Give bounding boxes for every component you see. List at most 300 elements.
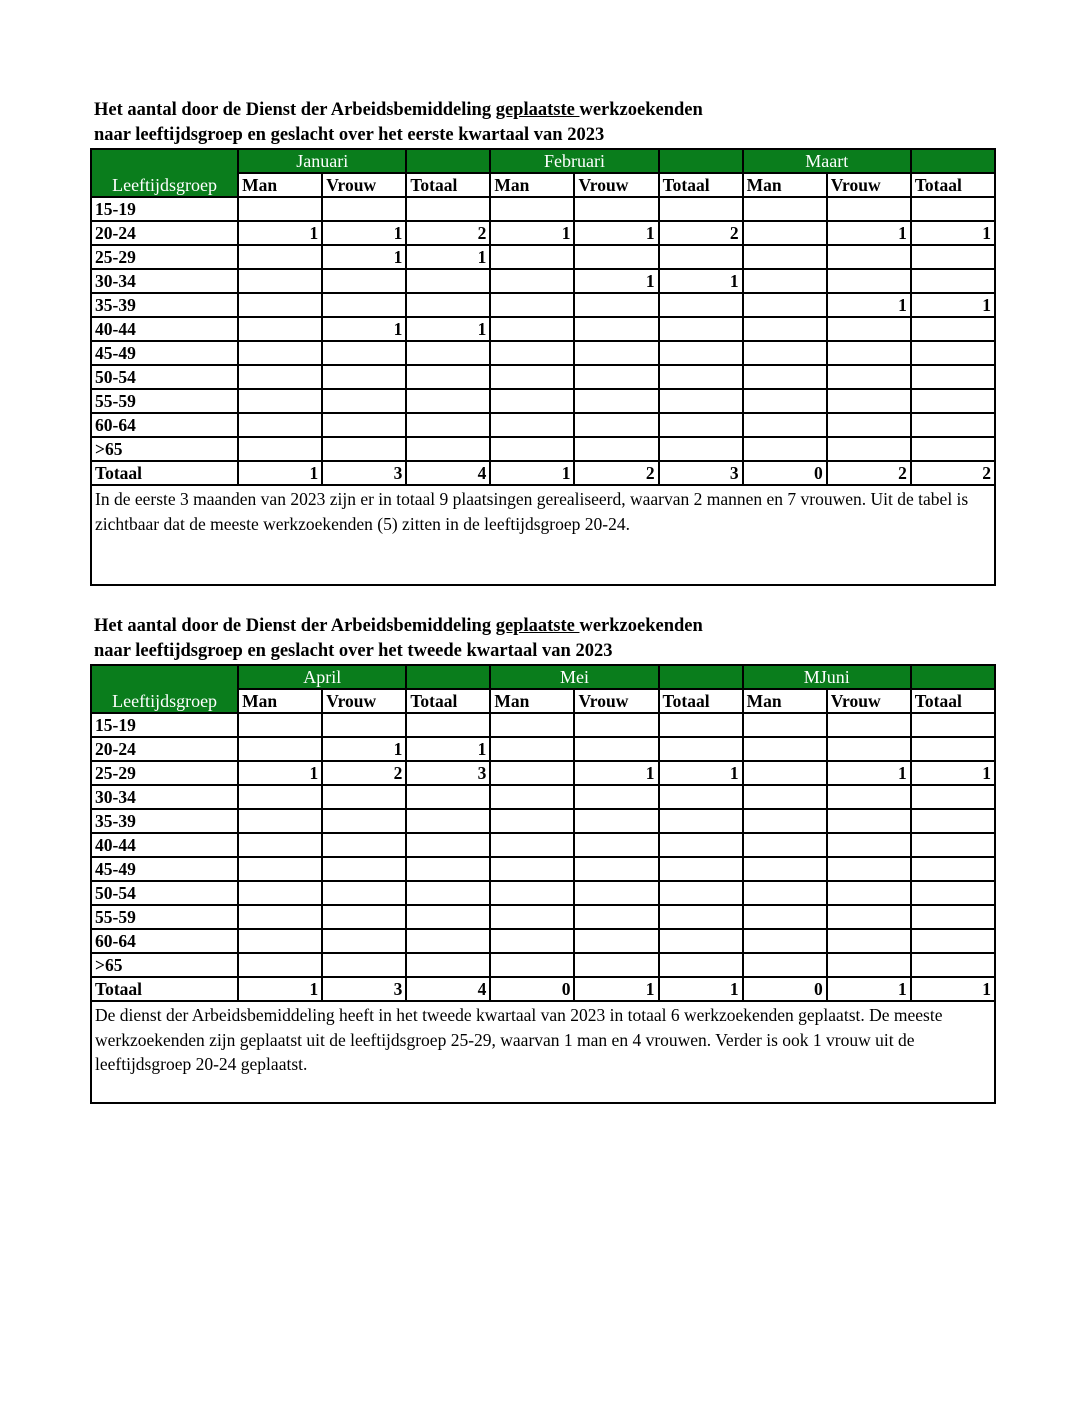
value-cell xyxy=(827,881,911,905)
value-cell xyxy=(743,221,827,245)
subheader-cell: Man xyxy=(490,689,574,713)
table-subtitle: naar leeftijdsgroep en geslacht over het eerste kwartaal van 2023 xyxy=(94,125,605,145)
value-cell xyxy=(322,857,406,881)
note-row xyxy=(91,485,995,585)
value-cell xyxy=(659,245,743,269)
table-row xyxy=(91,761,995,785)
age-group-label: 25-29 xyxy=(91,245,238,269)
value-cell xyxy=(322,953,406,977)
value-cell xyxy=(490,881,574,905)
value-cell xyxy=(911,389,995,413)
value-cell xyxy=(827,341,911,365)
table-row xyxy=(91,197,995,221)
value-cell xyxy=(659,809,743,833)
table-title-underlined: geplaatste xyxy=(495,100,580,120)
value-cell xyxy=(490,953,574,977)
value-cell: 1 xyxy=(827,977,911,1001)
value-cell: 1 xyxy=(574,977,658,1001)
value-cell xyxy=(743,857,827,881)
month-header-row xyxy=(91,149,995,173)
value-cell xyxy=(322,341,406,365)
age-group-label: >65 xyxy=(91,953,238,977)
value-cell xyxy=(827,389,911,413)
value-cell: 4 xyxy=(406,977,490,1001)
value-cell xyxy=(490,245,574,269)
value-cell xyxy=(743,905,827,929)
table-row xyxy=(91,461,995,485)
value-cell xyxy=(827,245,911,269)
value-cell xyxy=(238,929,322,953)
table-subtitle: naar leeftijdsgroep en geslacht over het tweede kwartaal van 2023 xyxy=(94,641,613,661)
value-cell xyxy=(238,905,322,929)
value-cell: 1 xyxy=(238,761,322,785)
value-cell xyxy=(574,413,658,437)
table-row xyxy=(91,245,995,269)
value-cell xyxy=(406,269,490,293)
value-cell xyxy=(406,197,490,221)
age-group-label: 40-44 xyxy=(91,317,238,341)
value-cell xyxy=(322,437,406,461)
value-cell: 4 xyxy=(406,461,490,485)
table-row xyxy=(91,833,995,857)
subheader-cell: Vrouw xyxy=(322,173,406,197)
age-group-label: 60-64 xyxy=(91,413,238,437)
age-group-label: 30-34 xyxy=(91,785,238,809)
value-cell xyxy=(911,905,995,929)
value-cell xyxy=(911,809,995,833)
value-cell xyxy=(743,245,827,269)
value-cell xyxy=(743,785,827,809)
value-cell xyxy=(659,737,743,761)
value-cell xyxy=(322,389,406,413)
month-header: Mei xyxy=(490,665,658,689)
subheader-cell: Man xyxy=(743,173,827,197)
value-cell xyxy=(659,317,743,341)
subheader-cell: Totaal xyxy=(406,689,490,713)
value-cell xyxy=(490,785,574,809)
value-cell xyxy=(827,317,911,341)
value-cell xyxy=(659,833,743,857)
age-group-label: 60-64 xyxy=(91,929,238,953)
table-title-underlined: geplaatste xyxy=(495,616,580,636)
age-group-label: >65 xyxy=(91,437,238,461)
age-group-label: Totaal xyxy=(91,461,238,485)
age-group-label: 50-54 xyxy=(91,881,238,905)
value-cell xyxy=(238,737,322,761)
value-cell xyxy=(490,317,574,341)
value-cell xyxy=(574,713,658,737)
value-cell xyxy=(406,953,490,977)
value-cell xyxy=(659,905,743,929)
subheader-cell: Man xyxy=(490,173,574,197)
value-cell xyxy=(827,809,911,833)
value-cell xyxy=(911,785,995,809)
age-group-label: 45-49 xyxy=(91,341,238,365)
value-cell: 2 xyxy=(406,221,490,245)
month-header-spacer xyxy=(659,665,743,689)
value-cell xyxy=(322,905,406,929)
month-header: MJuni xyxy=(743,665,911,689)
month-header-row xyxy=(91,665,995,689)
value-cell xyxy=(406,905,490,929)
table-row xyxy=(91,221,995,245)
value-cell xyxy=(406,293,490,317)
value-cell xyxy=(659,341,743,365)
subheader-cell: Man xyxy=(238,173,322,197)
value-cell xyxy=(659,857,743,881)
value-cell xyxy=(827,857,911,881)
age-group-label: 30-34 xyxy=(91,269,238,293)
table-row xyxy=(91,437,995,461)
value-cell xyxy=(827,197,911,221)
value-cell xyxy=(490,713,574,737)
table-section-q2 xyxy=(90,614,996,1104)
value-cell xyxy=(911,365,995,389)
value-cell: 1 xyxy=(406,317,490,341)
table-row xyxy=(91,881,995,905)
value-cell xyxy=(490,905,574,929)
value-cell xyxy=(238,317,322,341)
value-cell xyxy=(490,293,574,317)
value-cell xyxy=(659,389,743,413)
value-cell xyxy=(490,437,574,461)
value-cell xyxy=(238,245,322,269)
value-cell xyxy=(406,713,490,737)
table-row xyxy=(91,413,995,437)
value-cell xyxy=(827,929,911,953)
month-header: Maart xyxy=(743,149,911,173)
value-cell xyxy=(238,857,322,881)
value-cell xyxy=(406,389,490,413)
summary-note: De dienst der Arbeidsbemiddeling heeft in het tweede kwartaal van 2023 in totaal 6 werkzoekenden geplaatst. De meeste werkzoekenden zijn geplaatst uit de leeftijdsgroep 25-29, waarvan 1 man en 4 vrouwen. Verder is ook 1 vrouw uit de leeftijdsgroep 20-24 geplaatst. xyxy=(91,1001,995,1103)
subheader-cell: Totaal xyxy=(911,173,995,197)
age-group-label: 40-44 xyxy=(91,833,238,857)
value-cell xyxy=(743,365,827,389)
value-cell xyxy=(911,833,995,857)
value-cell xyxy=(574,389,658,413)
value-cell: 1 xyxy=(490,461,574,485)
value-cell: 0 xyxy=(743,461,827,485)
value-cell xyxy=(322,293,406,317)
value-cell xyxy=(490,761,574,785)
value-cell xyxy=(574,953,658,977)
value-cell xyxy=(574,905,658,929)
value-cell xyxy=(490,857,574,881)
value-cell xyxy=(490,341,574,365)
value-cell: 2 xyxy=(827,461,911,485)
value-cell xyxy=(911,953,995,977)
value-cell xyxy=(574,929,658,953)
value-cell xyxy=(659,197,743,221)
value-cell xyxy=(406,857,490,881)
value-cell: 1 xyxy=(911,293,995,317)
table-row xyxy=(91,857,995,881)
value-cell xyxy=(238,365,322,389)
table-title xyxy=(90,614,996,639)
value-cell: 1 xyxy=(659,761,743,785)
value-cell: 1 xyxy=(322,245,406,269)
table-row xyxy=(91,809,995,833)
value-cell: 1 xyxy=(827,221,911,245)
value-cell: 1 xyxy=(238,221,322,245)
value-cell xyxy=(827,785,911,809)
value-cell xyxy=(322,809,406,833)
value-cell xyxy=(490,269,574,293)
age-group-label: 35-39 xyxy=(91,293,238,317)
value-cell xyxy=(911,269,995,293)
value-cell xyxy=(574,809,658,833)
value-cell xyxy=(827,953,911,977)
placement-table xyxy=(90,148,996,586)
table-title-part2: werkzoekenden xyxy=(579,100,703,120)
value-cell xyxy=(406,341,490,365)
value-cell xyxy=(659,437,743,461)
value-cell xyxy=(743,833,827,857)
value-cell xyxy=(743,341,827,365)
value-cell xyxy=(490,809,574,833)
summary-note: In de eerste 3 maanden van 2023 zijn er in totaal 9 plaatsingen gerealiseerd, waarvan 2 mannen en 7 vrouwen. Uit de tabel is zichtbaar dat de meeste werkzoekenden (5) zitten in de leeftijdsgroep 20-24. xyxy=(91,485,995,585)
value-cell xyxy=(659,881,743,905)
value-cell xyxy=(322,713,406,737)
value-cell xyxy=(238,341,322,365)
value-cell xyxy=(238,197,322,221)
table-title-part1: Het aantal door de Dienst der Arbeidsbemiddeling xyxy=(94,616,496,636)
value-cell xyxy=(827,737,911,761)
value-cell: 1 xyxy=(827,761,911,785)
value-cell xyxy=(490,929,574,953)
value-cell: 1 xyxy=(574,761,658,785)
value-cell xyxy=(827,905,911,929)
age-group-label: 20-24 xyxy=(91,221,238,245)
value-cell xyxy=(238,413,322,437)
value-cell xyxy=(659,713,743,737)
age-group-label: 15-19 xyxy=(91,197,238,221)
value-cell xyxy=(743,737,827,761)
value-cell xyxy=(238,293,322,317)
value-cell xyxy=(827,713,911,737)
value-cell: 3 xyxy=(322,977,406,1001)
value-cell xyxy=(574,437,658,461)
table-row xyxy=(91,977,995,1001)
value-cell xyxy=(238,833,322,857)
table-row xyxy=(91,365,995,389)
value-cell xyxy=(911,929,995,953)
value-cell xyxy=(659,953,743,977)
value-cell xyxy=(574,245,658,269)
value-cell xyxy=(743,317,827,341)
value-cell xyxy=(827,365,911,389)
value-cell xyxy=(574,785,658,809)
value-cell xyxy=(574,341,658,365)
subheader-cell: Man xyxy=(743,689,827,713)
value-cell: 1 xyxy=(574,269,658,293)
value-cell xyxy=(322,929,406,953)
table-row xyxy=(91,785,995,809)
value-cell xyxy=(743,881,827,905)
value-cell xyxy=(574,833,658,857)
table-title-part1: Het aantal door de Dienst der Arbeidsbemiddeling xyxy=(94,100,496,120)
value-cell: 1 xyxy=(322,221,406,245)
table-title xyxy=(90,98,996,123)
age-group-label: 55-59 xyxy=(91,905,238,929)
value-cell xyxy=(490,365,574,389)
subheader-cell: Totaal xyxy=(911,689,995,713)
row-header-cell: Leeftijdsgroep xyxy=(91,665,238,713)
value-cell: 1 xyxy=(659,977,743,1001)
value-cell xyxy=(743,389,827,413)
month-header: Februari xyxy=(490,149,658,173)
value-cell xyxy=(743,809,827,833)
month-header-spacer xyxy=(659,149,743,173)
month-header-spacer xyxy=(406,149,490,173)
value-cell xyxy=(911,413,995,437)
month-header-spacer xyxy=(911,665,995,689)
value-cell xyxy=(911,437,995,461)
age-group-label: 25-29 xyxy=(91,761,238,785)
value-cell xyxy=(322,365,406,389)
value-cell xyxy=(743,437,827,461)
value-cell xyxy=(574,365,658,389)
value-cell: 2 xyxy=(659,221,743,245)
value-cell: 1 xyxy=(911,977,995,1001)
month-header-spacer xyxy=(406,665,490,689)
value-cell xyxy=(238,881,322,905)
value-cell xyxy=(490,389,574,413)
value-cell xyxy=(659,413,743,437)
value-cell xyxy=(911,317,995,341)
value-cell xyxy=(490,737,574,761)
table-row xyxy=(91,953,995,977)
value-cell xyxy=(911,713,995,737)
value-cell: 1 xyxy=(827,293,911,317)
value-cell xyxy=(827,437,911,461)
placement-table xyxy=(90,664,996,1104)
value-cell xyxy=(743,197,827,221)
value-cell xyxy=(827,413,911,437)
value-cell xyxy=(743,713,827,737)
value-cell: 3 xyxy=(322,461,406,485)
value-cell xyxy=(238,713,322,737)
table-row xyxy=(91,269,995,293)
table-row xyxy=(91,317,995,341)
value-cell xyxy=(574,293,658,317)
value-cell xyxy=(659,929,743,953)
value-cell xyxy=(490,197,574,221)
value-cell xyxy=(322,833,406,857)
age-group-label: Totaal xyxy=(91,977,238,1001)
subheader-cell: Totaal xyxy=(659,173,743,197)
value-cell: 1 xyxy=(406,737,490,761)
value-cell xyxy=(743,953,827,977)
age-group-label: 45-49 xyxy=(91,857,238,881)
value-cell: 2 xyxy=(911,461,995,485)
value-cell xyxy=(911,881,995,905)
value-cell xyxy=(238,785,322,809)
value-cell xyxy=(743,413,827,437)
value-cell xyxy=(659,785,743,809)
value-cell xyxy=(490,833,574,857)
value-cell xyxy=(911,341,995,365)
value-cell: 1 xyxy=(490,221,574,245)
table-row xyxy=(91,341,995,365)
subheader-cell: Vrouw xyxy=(827,689,911,713)
value-cell: 1 xyxy=(911,761,995,785)
value-cell: 1 xyxy=(322,317,406,341)
value-cell xyxy=(574,197,658,221)
month-header: Januari xyxy=(238,149,406,173)
value-cell: 0 xyxy=(743,977,827,1001)
value-cell: 1 xyxy=(659,269,743,293)
table-title-part2: werkzoekenden xyxy=(579,616,703,636)
table-row xyxy=(91,929,995,953)
value-cell: 1 xyxy=(406,245,490,269)
table-row xyxy=(91,293,995,317)
value-cell xyxy=(322,197,406,221)
subheader-cell: Vrouw xyxy=(574,173,658,197)
subheader-cell: Totaal xyxy=(659,689,743,713)
value-cell xyxy=(911,245,995,269)
value-cell xyxy=(406,437,490,461)
value-cell: 1 xyxy=(238,461,322,485)
value-cell xyxy=(911,197,995,221)
value-cell xyxy=(827,833,911,857)
table-row xyxy=(91,713,995,737)
age-group-label: 35-39 xyxy=(91,809,238,833)
value-cell xyxy=(406,365,490,389)
value-cell xyxy=(743,293,827,317)
value-cell xyxy=(322,269,406,293)
value-cell: 1 xyxy=(911,221,995,245)
table-section-q1 xyxy=(90,98,996,586)
subheader-cell: Vrouw xyxy=(322,689,406,713)
value-cell xyxy=(238,437,322,461)
value-cell xyxy=(406,833,490,857)
age-group-label: 20-24 xyxy=(91,737,238,761)
row-header-cell: Leeftijdsgroep xyxy=(91,149,238,197)
value-cell xyxy=(238,809,322,833)
month-header: April xyxy=(238,665,406,689)
value-cell xyxy=(238,269,322,293)
month-header-spacer xyxy=(911,149,995,173)
value-cell: 2 xyxy=(574,461,658,485)
value-cell xyxy=(659,365,743,389)
value-cell xyxy=(322,881,406,905)
value-cell xyxy=(238,953,322,977)
value-cell xyxy=(743,269,827,293)
subheader-cell: Totaal xyxy=(406,173,490,197)
value-cell xyxy=(743,929,827,953)
value-cell: 0 xyxy=(490,977,574,1001)
value-cell: 3 xyxy=(659,461,743,485)
value-cell xyxy=(574,737,658,761)
value-cell xyxy=(406,881,490,905)
value-cell xyxy=(406,413,490,437)
value-cell xyxy=(659,293,743,317)
note-row xyxy=(91,1001,995,1103)
table-row xyxy=(91,389,995,413)
value-cell xyxy=(238,389,322,413)
value-cell xyxy=(827,269,911,293)
value-cell xyxy=(406,785,490,809)
value-cell xyxy=(322,413,406,437)
subheader-cell: Vrouw xyxy=(827,173,911,197)
value-cell: 1 xyxy=(238,977,322,1001)
value-cell xyxy=(743,761,827,785)
value-cell xyxy=(574,317,658,341)
value-cell: 1 xyxy=(322,737,406,761)
value-cell xyxy=(490,413,574,437)
value-cell xyxy=(322,785,406,809)
